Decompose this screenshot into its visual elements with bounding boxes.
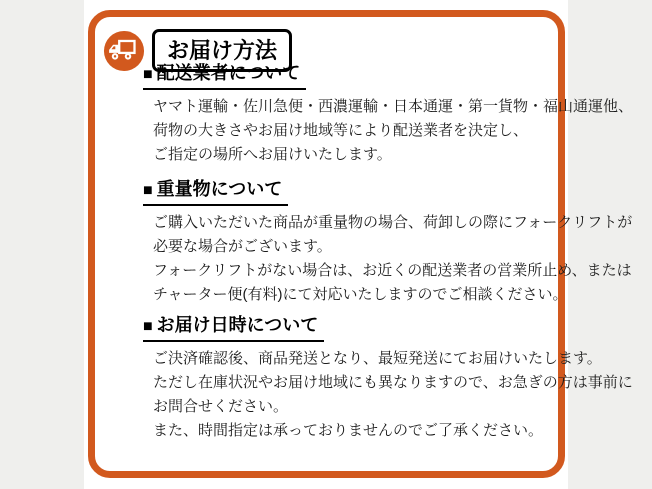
bullet-square-icon: ■ [143, 318, 153, 335]
body-line: 必要な場合がございます。 [153, 238, 332, 255]
body-line: ご決済確認後、商品発送となり、最短発送にてお届けいたします。 [153, 350, 602, 367]
section-heading [143, 62, 306, 90]
body-line: また、時間指定は承っておりませんのでご了承ください。 [153, 422, 544, 439]
truck-icon [103, 30, 145, 72]
body-line: ただし在庫状況やお届け地域にも異なりますので、お急ぎの方は事前に [153, 374, 633, 391]
body-line: 荷物の大きさやお届け地域等により配送業者を決定し、 [153, 122, 529, 139]
section-body [153, 211, 632, 307]
body-line: お問合せください。 [153, 398, 289, 415]
section-heading [143, 178, 288, 206]
bullet-square-icon: ■ [143, 66, 153, 83]
section-heading-text: お届け日時について [156, 315, 319, 335]
section-body [153, 95, 633, 167]
body-line: ご購入いただいた商品が重量物の場合、荷卸しの際にフォークリフトが [153, 214, 633, 231]
section-delivery-carriers [143, 62, 633, 167]
body-line: チャーター便(有料)にて対応いたしますのでご相談ください。 [153, 286, 568, 303]
bullet-square-icon: ■ [143, 182, 153, 199]
section-body [153, 347, 633, 443]
section-heading-text: 重量物について [156, 179, 283, 199]
body-line: フォークリフトがない場合は、お近くの配送業者の営業所止め、または [153, 262, 632, 279]
section-heavy-items [143, 178, 632, 307]
section-heading [143, 314, 324, 342]
delivery-info-panel [88, 10, 634, 478]
body-line: ヤマト運輸・佐川急便・西濃運輸・日本通運・第一貨物・福山通運他、 [153, 98, 634, 115]
section-delivery-datetime [143, 314, 633, 443]
page-title: お届け方法 [152, 29, 292, 72]
section-heading-text: 配送業者について [156, 63, 301, 83]
body-line: ご指定の場所へお届けいたします。 [153, 146, 392, 163]
